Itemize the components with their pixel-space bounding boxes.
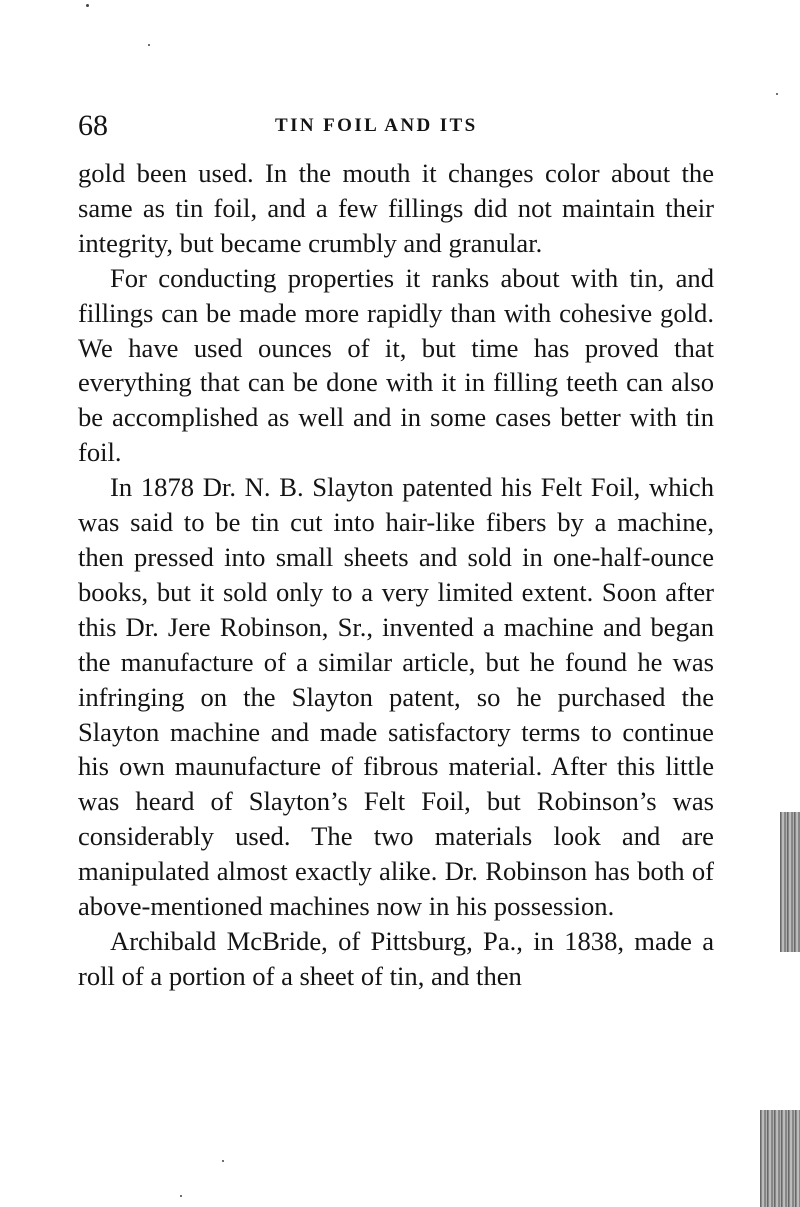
scan-speck — [148, 44, 150, 46]
scan-speck — [86, 4, 89, 7]
scan-edge-artifact — [760, 1110, 800, 1207]
scan-speck — [222, 1160, 224, 1162]
scan-speck — [180, 1195, 182, 1197]
running-head: TIN FOIL AND ITS — [275, 115, 478, 136]
paragraph-conducting-properties: For conducting properties it ranks about with tin, and fillings can be made more rapidly than with cohesive gold. We have used ounces of it, but time has proved that everything that can be done with it in filling teeth can also be accomplished as well and in some cases better with tin foil. — [78, 262, 714, 468]
body-text — [78, 156, 714, 994]
scan-edge-artifact — [780, 812, 800, 952]
paragraph-slayton-felt-foil: In 1878 Dr. N. B. Slayton patented his Felt Foil, which was said to be tin cut into hair-like fibers by a machine, then pressed into small sheets and sold in one-half-ounce books, but it sold only to a very limited extent. Soon after this Dr. Jere Robinson, Sr., invented a machine and began the manufacture of a similar article, but he found he was infringing on the Slayton patent, so he purchased the Slayton machine and made satisfactory terms to continue his own maunufacture of fibrous material. After this little was heard of Slayton’s Felt Foil, but Robinson’s was considerably used. The two materials look and are manipulated almost exactly alike. Dr. Robinson has both of above-mentioned machines now in his possession. — [78, 472, 714, 922]
scan-speck — [776, 93, 778, 95]
paragraph-continued: gold been used. In the mouth it changes color about the same as tin foil, and a few fillings did not maintain their integrity, but became crumbly and granular. — [78, 158, 714, 258]
paragraph-mcbride: Archibald McBride, of Pittsburg, Pa., in 1838, made a roll of a portion of a sheet of tin, and then — [78, 925, 714, 991]
page-header — [78, 106, 718, 146]
page-number: 68 — [78, 109, 108, 142]
